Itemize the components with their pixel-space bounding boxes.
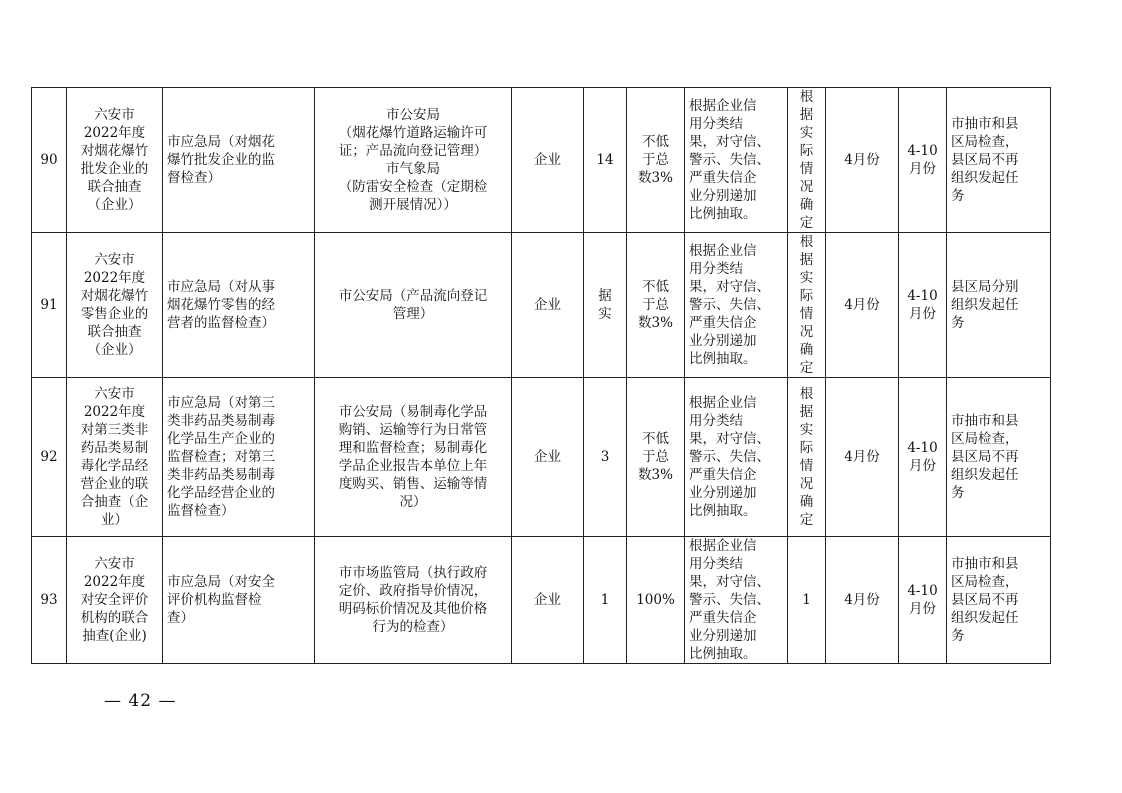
cell-text-line: （烟花爆竹道路运输许可: [338, 125, 488, 141]
cell-text-line: 警示、失信、: [689, 449, 770, 465]
cell-text-line: 企业: [534, 592, 561, 608]
cell-text-line: 市公安局（产品流向登记: [338, 288, 488, 304]
cell-text-line: 抽查(企业): [82, 628, 147, 644]
lead-department-cell: [163, 537, 315, 664]
cell-text-line: 根据企业信: [689, 243, 757, 259]
cell-text-line: 不低: [642, 134, 669, 150]
partner-department-cell: [315, 233, 512, 378]
cell-text-line: 毒化学品经: [80, 458, 149, 474]
cell-text-line: 不低: [642, 431, 669, 447]
cell-text-line: 业分别递加: [689, 333, 757, 349]
table-row: [32, 378, 1051, 537]
cell-text-line: 行为的检查）: [372, 619, 454, 635]
inspection-object-cell: [512, 378, 584, 537]
cell-text-line: 果，对守信、: [689, 134, 770, 150]
cell-text-line: 定: [799, 215, 814, 231]
cell-text-line: 组织发起任: [951, 297, 1019, 313]
cell-text-line: 务: [951, 315, 965, 331]
cell-text-line: 根: [799, 386, 814, 402]
cell-text-line: 警示、失信、: [689, 152, 770, 168]
cell-text-line: 确: [799, 494, 814, 510]
sampling-method-cell: [685, 88, 788, 233]
cell-text-line: 确: [799, 197, 814, 213]
cell-text-line: 果，对守信、: [689, 279, 770, 295]
cell-text-line: 4月份: [844, 592, 880, 608]
cell-text-line: 学品企业报告本单位上年: [338, 458, 488, 474]
cell-text-line: 合抽查（企: [80, 494, 149, 510]
cell-text-line: 市公安局（易制毒化学品: [338, 404, 488, 420]
cell-text-line: 际: [799, 440, 814, 456]
cell-text-line: 比例抽取。: [689, 351, 757, 367]
cell-text-line: 数3%: [638, 170, 673, 186]
cell-text-line: 联合抽查: [87, 324, 142, 340]
cell-text-line: 企业: [534, 297, 561, 313]
row-number-cell: [32, 378, 67, 537]
cell-text-line: 县区局不再: [951, 152, 1019, 168]
cell-text-line: 1: [802, 592, 811, 608]
cell-text-line: 化学品经营企业的: [167, 485, 275, 501]
partner-department-cell: [315, 88, 512, 233]
cell-text-line: 比例抽取。: [689, 206, 757, 222]
cell-text-line: 区局检查，: [951, 431, 1019, 447]
cell-text-line: 3: [600, 449, 610, 465]
start-month-cell: [826, 88, 899, 233]
cell-text-line: 监督检查）: [167, 503, 235, 519]
cell-text-line: 严重失信企: [689, 170, 757, 186]
cell-text-line: 县区局分别: [951, 279, 1019, 295]
cell-text-line: （企业）: [87, 197, 142, 213]
remark-cell: [947, 378, 1051, 537]
cell-text-line: 数3%: [638, 315, 673, 331]
cell-text-line: 县区局不再: [951, 449, 1019, 465]
cell-text-line: 药品类易制: [80, 440, 149, 456]
cell-text-line: 业分别递加: [689, 485, 757, 501]
cell-text-line: 确: [799, 342, 814, 358]
cell-text-line: 理和监督检查；易制毒化: [338, 440, 488, 456]
cell-text-line: 市气象局: [386, 161, 440, 177]
cell-text-line: 4-10: [907, 440, 938, 456]
inspection-count-cell: [584, 378, 627, 537]
cell-text-line: 2022年度: [83, 404, 146, 420]
table-row: [32, 88, 1051, 233]
inspection-times-cell: [788, 537, 826, 664]
cell-text-line: 实: [799, 422, 814, 438]
cell-text-line: 联合抽查: [87, 179, 142, 195]
period-cell: [899, 88, 947, 233]
cell-text-line: 市抽市和县: [951, 413, 1019, 429]
cell-text-line: 据: [799, 252, 814, 268]
cell-text-line: 况）: [399, 494, 427, 510]
cell-text-line: 组织发起任: [951, 170, 1019, 186]
table-row: [32, 233, 1051, 378]
cell-text-line: 业）: [101, 512, 128, 528]
cell-text-line: 用分类结: [689, 556, 743, 572]
sampling-ratio-cell: [627, 233, 685, 378]
cell-text-line: 市公安局: [386, 107, 440, 123]
cell-text-line: 数3%: [638, 467, 673, 483]
cell-text-line: 县区局不再: [951, 592, 1019, 608]
cell-text-line: 情: [799, 161, 814, 177]
cell-text-line: 务: [951, 188, 965, 204]
cell-text-line: 月份: [909, 458, 936, 474]
cell-text-line: 类非药品类易制毒: [167, 413, 275, 429]
row-number-cell: [32, 88, 67, 233]
cell-text-line: 于总: [642, 297, 669, 313]
cell-text-line: 据: [598, 288, 612, 304]
cell-text-line: 业分别递加: [689, 628, 757, 644]
cell-text-line: 根据企业信: [689, 395, 757, 411]
cell-text-line: 证；产品流向登记管理）: [338, 143, 488, 159]
cell-text-line: 市市场监管局（执行政府: [338, 565, 488, 581]
cell-text-line: 于总: [642, 152, 669, 168]
inspection-object-cell: [512, 233, 584, 378]
cell-text-line: 93: [40, 592, 58, 608]
cell-text-line: 情: [799, 458, 814, 474]
row-number-cell: [32, 537, 67, 664]
period-cell: [899, 233, 947, 378]
cell-text-line: 实: [799, 125, 814, 141]
remark-cell: [947, 88, 1051, 233]
cell-text-line: 根据企业信: [689, 98, 757, 114]
cell-text-line: 不低: [642, 279, 669, 295]
cell-text-line: 查）: [167, 610, 194, 626]
cell-text-line: 月份: [909, 306, 936, 322]
cell-text-line: 务: [951, 628, 965, 644]
cell-text-line: 企业: [534, 449, 561, 465]
cell-text-line: 对烟花爆竹: [80, 288, 149, 304]
inspection-object-cell: [512, 537, 584, 664]
cell-text-line: 对第三类非: [80, 422, 149, 438]
inspection-count-cell: [584, 537, 627, 664]
cell-text-line: 91: [40, 297, 58, 313]
cell-text-line: 90: [40, 152, 58, 168]
sampling-ratio-cell: [627, 88, 685, 233]
inspection-count-cell: [584, 88, 627, 233]
cell-text-line: 爆竹批发企业的监: [167, 152, 275, 168]
cell-text-line: 务: [951, 485, 965, 501]
sampling-method-cell: [685, 233, 788, 378]
sampling-ratio-cell: [627, 378, 685, 537]
cell-text-line: 批发企业的: [80, 161, 149, 177]
cell-text-line: 果，对守信、: [689, 431, 770, 447]
task-name-cell: [67, 378, 163, 537]
cell-text-line: 定价、政府指导价情况，: [338, 583, 488, 599]
cell-text-line: 市应急局（对安全: [167, 574, 275, 590]
cell-text-line: 六安市: [94, 107, 135, 123]
cell-text-line: 严重失信企: [689, 315, 757, 331]
cell-text-line: 4-10: [907, 583, 938, 599]
cell-text-line: 2022年度: [83, 574, 146, 590]
inspection-times-cell: [788, 233, 826, 378]
cell-text-line: 区局检查，: [951, 134, 1019, 150]
cell-text-line: 况: [799, 179, 814, 195]
cell-text-line: 月份: [909, 161, 936, 177]
inspection-times-cell: [788, 378, 826, 537]
inspection-times-cell: [788, 88, 826, 233]
table-row: [32, 537, 1051, 664]
cell-text-line: 1: [600, 592, 610, 608]
sampling-method-cell: [685, 378, 788, 537]
lead-department-cell: [163, 88, 315, 233]
cell-text-line: 定: [799, 512, 814, 528]
cell-text-line: 严重失信企: [689, 467, 757, 483]
cell-text-line: 100%: [636, 592, 675, 608]
cell-text-line: （企业）: [87, 342, 142, 358]
start-month-cell: [826, 378, 899, 537]
cell-text-line: 评价机构监督检: [167, 592, 262, 608]
cell-text-line: 际: [799, 143, 814, 159]
inspection-count-cell: [584, 233, 627, 378]
cell-text-line: 月份: [909, 601, 936, 617]
cell-text-line: 比例抽取。: [689, 646, 757, 662]
sampling-ratio-cell: [627, 537, 685, 664]
cell-text-line: 际: [799, 288, 814, 304]
remark-cell: [947, 537, 1051, 664]
cell-text-line: 市应急局（对第三: [167, 395, 275, 411]
cell-text-line: 明码标价情况及其他价格: [338, 601, 488, 617]
cell-text-line: 市应急局（对烟花: [167, 134, 275, 150]
cell-text-line: 定: [799, 360, 814, 376]
cell-text-line: 组织发起任: [951, 610, 1019, 626]
cell-text-line: 于总: [642, 449, 669, 465]
cell-text-line: 2022年度: [83, 125, 146, 141]
cell-text-line: 企业: [534, 152, 561, 168]
cell-text-line: 监督检查；对第三: [167, 449, 275, 465]
cell-text-line: 管理）: [392, 306, 434, 322]
cell-text-line: 对安全评价: [80, 592, 149, 608]
cell-text-line: 类非药品类易制毒: [167, 467, 275, 483]
cell-text-line: 比例抽取。: [689, 503, 757, 519]
cell-text-line: 购销、运输等行为日常管: [338, 422, 488, 438]
period-cell: [899, 378, 947, 537]
cell-text-line: 零售企业的: [80, 306, 149, 322]
cell-text-line: 果，对守信、: [689, 574, 770, 590]
cell-text-line: 4-10: [907, 288, 938, 304]
cell-text-line: 化学品生产企业的: [167, 431, 275, 447]
cell-text-line: 烟花爆竹零售的经: [167, 297, 275, 313]
cell-text-line: 4月份: [844, 152, 880, 168]
cell-text-line: 实: [799, 270, 814, 286]
cell-text-line: 度购买、销售、运输等情: [338, 476, 488, 492]
start-month-cell: [826, 537, 899, 664]
cell-text-line: 警示、失信、: [689, 297, 770, 313]
cell-text-line: 营企业的联: [80, 476, 149, 492]
cell-text-line: 六安市: [94, 252, 135, 268]
start-month-cell: [826, 233, 899, 378]
period-cell: [899, 537, 947, 664]
row-number-cell: [32, 233, 67, 378]
lead-department-cell: [163, 378, 315, 537]
cell-text-line: 据: [799, 107, 814, 123]
inspection-object-cell: [512, 88, 584, 233]
cell-text-line: 92: [40, 449, 58, 465]
cell-text-line: 市抽市和县: [951, 556, 1019, 572]
cell-text-line: 情: [799, 306, 814, 322]
cell-text-line: （防雷安全检查（定期检: [338, 179, 488, 195]
remark-cell: [947, 233, 1051, 378]
cell-text-line: 据: [799, 404, 814, 420]
cell-text-line: 用分类结: [689, 413, 743, 429]
lead-department-cell: [163, 233, 315, 378]
task-name-cell: [67, 88, 163, 233]
cell-text-line: 组织发起任: [951, 467, 1019, 483]
cell-text-line: 2022年度: [83, 270, 146, 286]
cell-text-line: 实: [598, 306, 612, 322]
task-name-cell: [67, 537, 163, 664]
partner-department-cell: [315, 537, 512, 664]
cell-text-line: 况: [799, 324, 814, 340]
cell-text-line: 4月份: [844, 449, 880, 465]
inspection-plan-table: [31, 87, 1051, 664]
cell-text-line: 严重失信企: [689, 610, 757, 626]
cell-text-line: 六安市: [94, 386, 135, 402]
cell-text-line: 机构的联合: [80, 610, 149, 626]
cell-text-line: 区局检查，: [951, 574, 1019, 590]
cell-text-line: 警示、失信、: [689, 592, 770, 608]
cell-text-line: 根据企业信: [689, 538, 757, 554]
cell-text-line: 4月份: [844, 297, 880, 313]
cell-text-line: 用分类结: [689, 116, 743, 132]
cell-text-line: 根: [799, 89, 814, 105]
cell-text-line: 督检查）: [167, 170, 221, 186]
cell-text-line: 根: [799, 234, 814, 250]
cell-text-line: 营者的监督检查）: [167, 315, 275, 331]
cell-text-line: 六安市: [94, 556, 135, 572]
cell-text-line: 对烟花爆竹: [80, 143, 149, 159]
cell-text-line: 业分别递加: [689, 188, 757, 204]
cell-text-line: 测开展情况））: [369, 197, 457, 213]
cell-text-line: 用分类结: [689, 261, 743, 277]
sampling-method-cell: [685, 537, 788, 664]
cell-text-line: 14: [596, 152, 614, 168]
cell-text-line: 4-10: [907, 143, 938, 159]
task-name-cell: [67, 233, 163, 378]
page-number: — 42 —: [104, 691, 177, 711]
cell-text-line: 市应急局（对从事: [167, 279, 275, 295]
partner-department-cell: [315, 378, 512, 537]
cell-text-line: 况: [799, 476, 814, 492]
cell-text-line: 市抽市和县: [951, 116, 1019, 132]
